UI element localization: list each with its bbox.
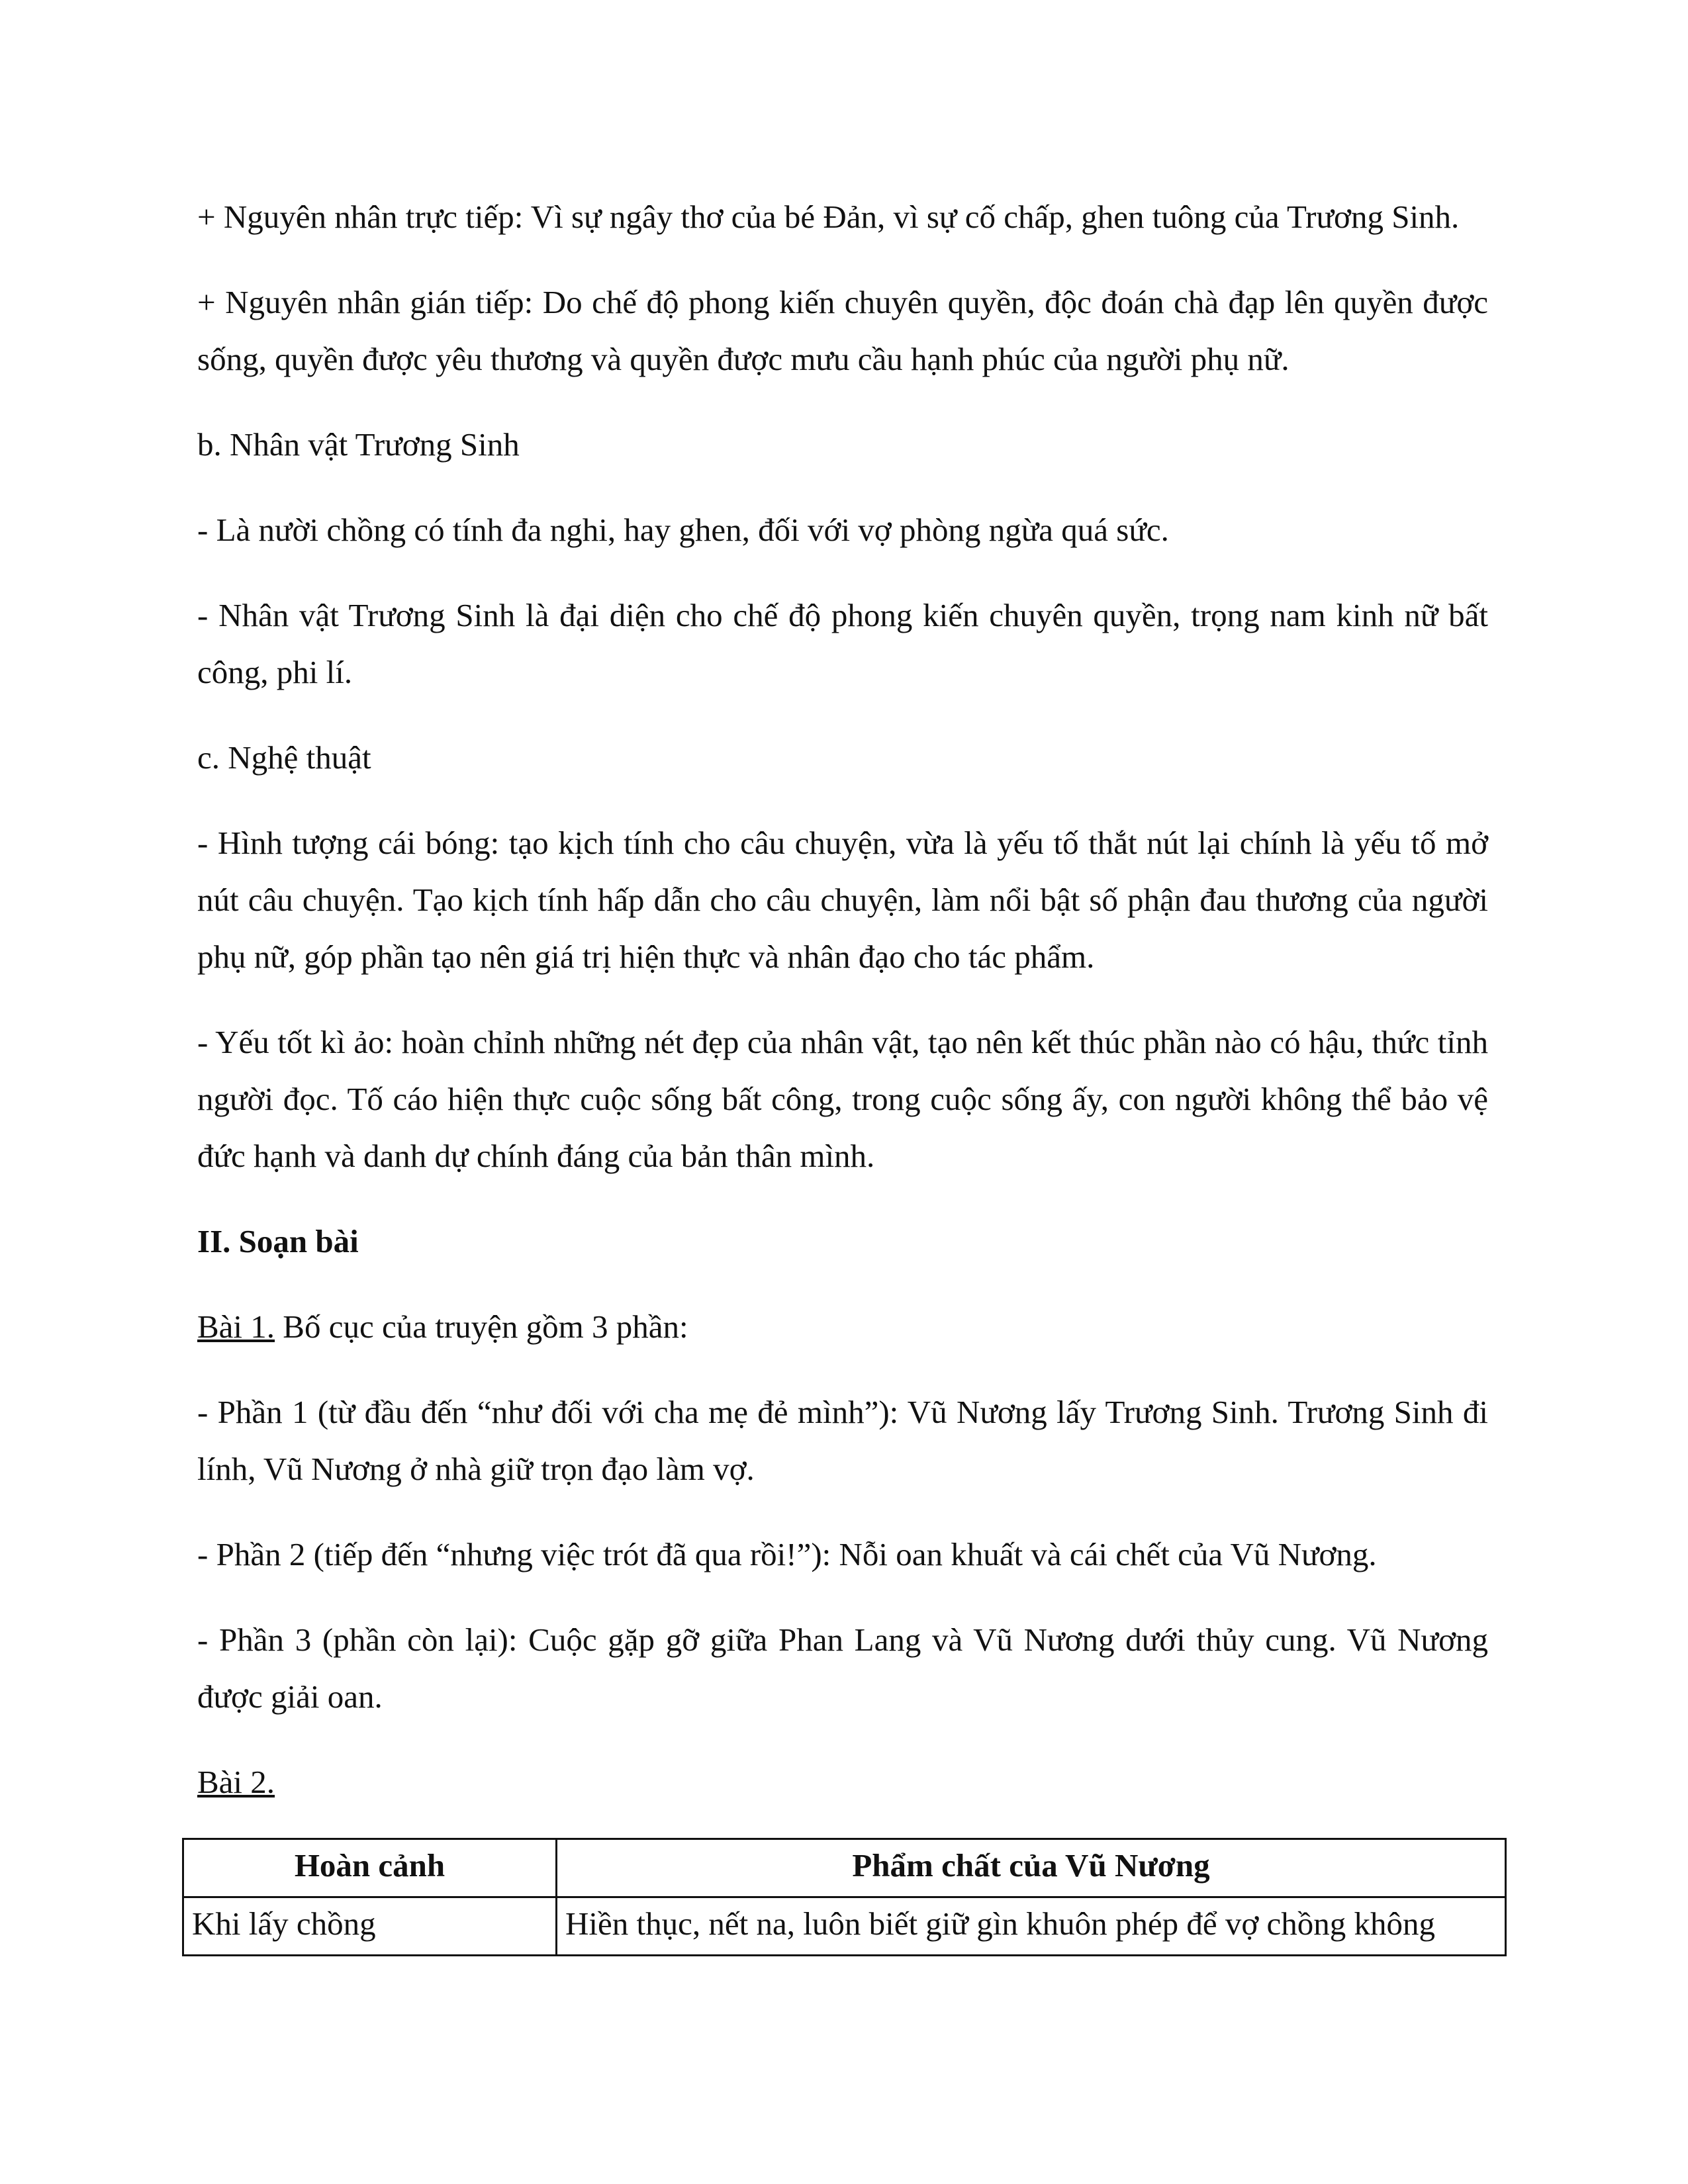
paragraph-part-3: - Phần 3 (phần còn lại): Cuộc gặp gỡ giữa Phan Lang và Vũ Nương dưới thủy cung. Vũ Nương được giải oan. xyxy=(197,1621,1488,1715)
table-header-qualities: Phẩm chất của Vũ Nương xyxy=(557,1839,1506,1897)
table-cell-context: Khi lấy chồng xyxy=(183,1897,557,1956)
lesson-1-label: Bài 1. xyxy=(197,1308,275,1345)
paragraph-feudal-representative: - Nhân vật Trương Sinh là đại diện cho chế độ phong kiến chuyên quyền, trọng nam kinh nữ bất công, phi lí. xyxy=(197,597,1488,690)
subheading-truong-sinh: b. Nhân vật Trương Sinh xyxy=(197,426,520,463)
table-cell-qualities: Hiền thục, nết na, luôn biết giữ gìn khuôn phép để vợ chồng không xyxy=(557,1897,1506,1956)
paragraph-direct-cause: + Nguyên nhân trực tiếp: Vì sự ngây thơ của bé Đản, vì sự cố chấp, ghen tuông của Trương Sinh. xyxy=(197,199,1460,235)
paragraph-part-2: - Phần 2 (tiếp đến “nhưng việc trót đã qua rồi!”): Nỗi oan khuất và cái chết của Vũ Nương. xyxy=(197,1536,1377,1572)
section-heading-lesson: II. Soạn bài xyxy=(197,1223,359,1259)
document-body xyxy=(197,189,1488,1839)
paragraph-lesson-1 xyxy=(197,1298,1488,1355)
paragraph-husband-trait: - Là nười chồng có tính đa nghi, hay ghen, đối với vợ phòng ngừa quá sức. xyxy=(197,512,1169,548)
paragraph-part-1: - Phần 1 (từ đầu đến “như đối với cha mẹ đẻ mình”): Vũ Nương lấy Trương Sinh. Trương Sinh đi lính, Vũ Nương ở nhà giữ trọn đạo làm vợ. xyxy=(197,1394,1488,1487)
qualities-table xyxy=(182,1838,1507,1956)
paragraph-indirect-cause: + Nguyên nhân gián tiếp: Do chế độ phong kiến chuyên quyền, độc đoán chà đạp lên quyền được sống, quyền được yêu thương và quyền được mưu cầu hạnh phúc của người phụ nữ. xyxy=(197,284,1488,377)
subheading-art: c. Nghệ thuật xyxy=(197,739,371,776)
table-header-context: Hoàn cảnh xyxy=(183,1839,557,1897)
lesson-1-text: Bố cục của truyện gồm 3 phần: xyxy=(275,1308,688,1345)
paragraph-fantasy-element: - Yếu tốt kì ảo: hoàn chỉnh những nét đẹp của nhân vật, tạo nên kết thúc phần nào có hậu, thức tỉnh người đọc. Tố cáo hiện thực cuộc sống bất công, trong cuộc sống ấy, con người không thể bảo vệ đức hạnh và danh dự chính đáng của bản thân mình. xyxy=(197,1024,1488,1174)
table-row xyxy=(183,1897,1506,1956)
table-header-row xyxy=(183,1839,1506,1897)
paragraph-shadow-image: - Hình tượng cái bóng: tạo kịch tính cho câu chuyện, vừa là yếu tố thắt nút lại chính là yếu tố mở nút câu chuyện. Tạo kịch tính hấp dẫn cho câu chuyện, làm nổi bật số phận đau thương của người phụ nữ, góp phần tạo nên giá trị hiện thực và nhân đạo cho tác phẩm. xyxy=(197,825,1488,975)
lesson-2-label: Bài 2. xyxy=(197,1764,275,1800)
